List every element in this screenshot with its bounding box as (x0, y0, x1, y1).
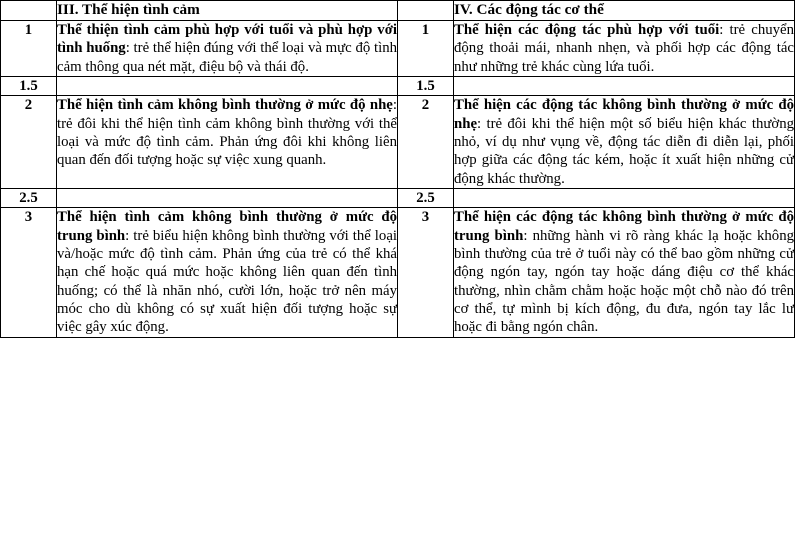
criteria-left-3 (57, 208, 398, 337)
criteria-left-1 (57, 20, 398, 76)
criteria-right-2-lead: Thể hiện các động tác không bình thường ở mức độ nhẹ (454, 97, 794, 132)
score-value-3: 3 (1, 208, 57, 337)
score-value-2-5-right: 2.5 (398, 188, 454, 207)
criteria-right-1-lead: Thể hiện các động tác phù hợp với tuổi (454, 21, 720, 38)
score-value-1-right: 1 (398, 20, 454, 76)
criteria-right-1 (454, 20, 795, 76)
score-cell-header-right (398, 1, 454, 21)
score-value-3-right: 3 (398, 208, 454, 337)
score-value-1-5: 1.5 (1, 76, 57, 95)
criteria-right-3-body: : những hành vi rõ ràng khác lạ hoặc không bình thường của trẻ ở tuổi này có thể bao gồm những cử động ngón tay, ngón tay hoặc dáng điệu cơ thể khác thường, nhìn chằm chằm hoặc hoặc một chỗ nào đó trên cơ thể, tự mình bị kích động, đu đưa, ngón tay lắc lư hoặc đi bằng ngón chân. (454, 227, 794, 336)
table-row (1, 208, 795, 337)
section-heading-left: III. Thể hiện tình cảm (57, 1, 398, 21)
score-value-1-5-right: 1.5 (398, 76, 454, 95)
score-value-2-right: 2 (398, 96, 454, 189)
score-cell-header-left (1, 1, 57, 21)
criteria-right-3-lead: Thể hiện các động tác không bình thường ở mức độ trung bình (454, 209, 794, 244)
table-row-header (1, 1, 795, 21)
score-value-1: 1 (1, 20, 57, 76)
criteria-right-1-5 (454, 76, 795, 95)
criteria-left-2 (57, 96, 398, 189)
criteria-left-1-body: : trẻ thể hiện đúng với thể loại và mực độ tình cảm thông qua nét mặt, điệu bộ và thái độ. (57, 40, 397, 75)
criteria-right-1-body: : trẻ chuyển động thoải mái, nhanh nhẹn, và phối hợp các động tác như những trẻ khác cùng lứa tuổi. (454, 21, 794, 75)
section-heading-right: IV. Các động tác cơ thể (454, 1, 795, 21)
criteria-right-3 (454, 208, 795, 337)
table-row (1, 76, 795, 95)
criteria-left-1-5 (57, 76, 398, 95)
score-value-2: 2 (1, 96, 57, 189)
criteria-left-3-body: : trẻ biểu hiện không bình thường với thể loại và/hoặc mức độ tình cảm. Phản ứng của trẻ có thể khá hạn chế hoặc quá mức hoặc không liên quan đến tình huống; có thể là nhăn nhó, cười lớn, hoặc trở nên máy móc cho dù không có sự xuất hiện đối tượng hoặc sự việc gây xúc động. (57, 227, 397, 336)
table-row (1, 96, 795, 189)
criteria-right-2 (454, 96, 795, 189)
criteria-left-1-lead: Thể thiện tình cảm phù hợp với tuổi và phù hợp với tình huống (57, 21, 397, 57)
criteria-left-3-lead: Thể hiện tình cảm không bình thường ở mức độ trung bình (57, 209, 397, 244)
criteria-left-2-body: : trẻ đôi khi thể hiện tình cảm không bình thường với thể loại và mức độ tình cảm. Phản ứng đôi khi không liên quan đến đối tượng hoặc sự việc xung quanh. (57, 97, 397, 169)
table-row (1, 188, 795, 207)
criteria-left-2-5 (57, 188, 398, 207)
criteria-left-2-lead: Thể hiện tình cảm không bình thường ở mức độ nhẹ (57, 97, 393, 114)
score-value-2-5: 2.5 (1, 188, 57, 207)
criteria-right-2-5 (454, 188, 795, 207)
criteria-right-2-body: : trẻ đôi khi thể hiện một số biểu hiện khác thường nhỏ, ví dụ như vụng về, động tác diễn đi diễn lại, phối hợp giữa các động tác kém, hoặc ít xuất hiện những cử động khác thường. (454, 115, 794, 187)
table-row (1, 20, 795, 76)
